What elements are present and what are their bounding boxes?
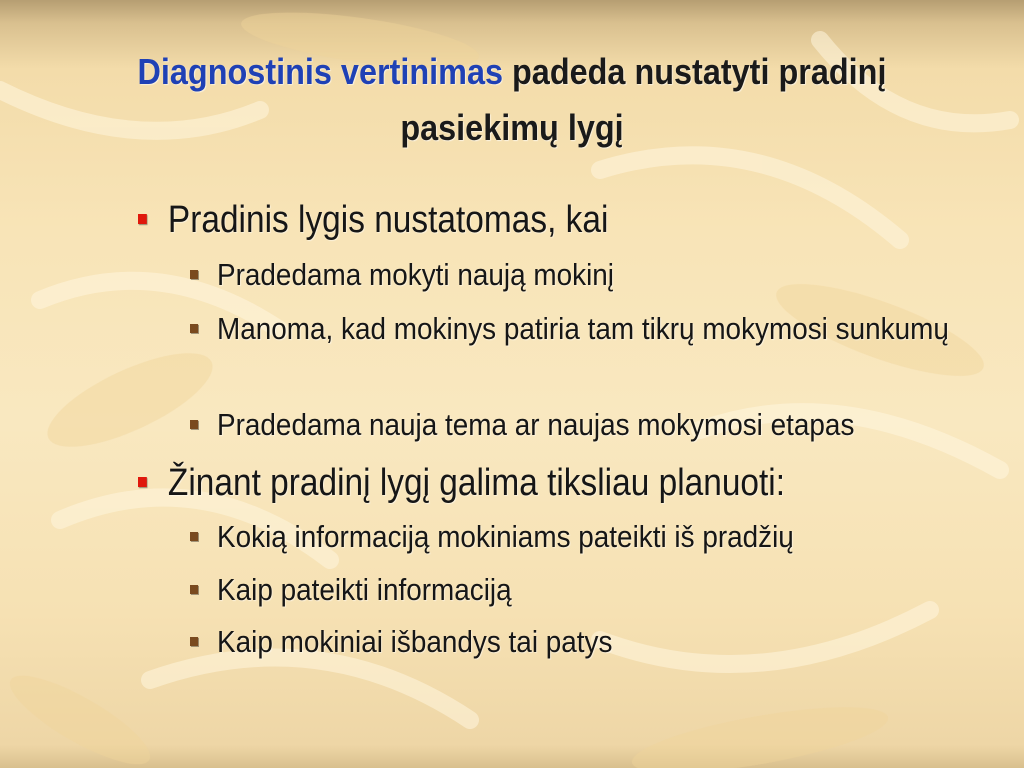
sub-bullet-text: Manoma, kad mokinys patiria tam tikrų mokymosi sunkumų — [217, 311, 949, 346]
square-bullet-icon — [190, 532, 198, 541]
list-item — [138, 197, 895, 243]
list-item — [190, 406, 982, 444]
title-line-2: pasiekimų lygį — [400, 107, 624, 148]
list-item — [190, 518, 982, 556]
red-square-bullet-icon — [138, 477, 147, 487]
bullet-heading-1: Pradinis lygis nustatomas, kai — [167, 199, 609, 241]
list-item — [190, 256, 982, 294]
sub-bullet-text: Kokią informaciją mokiniams pateikti iš pradžių — [217, 519, 794, 554]
list-item — [190, 310, 955, 348]
square-bullet-icon — [190, 420, 198, 429]
list-item — [138, 460, 895, 506]
square-bullet-icon — [190, 637, 198, 646]
title-highlight: Diagnostinis vertinimas — [137, 51, 504, 92]
list-item — [190, 571, 982, 609]
red-square-bullet-icon — [138, 214, 147, 224]
sub-bullet-text: Pradedama nauja tema ar naujas mokymosi etapas — [217, 407, 855, 442]
square-bullet-icon — [190, 324, 198, 333]
bullet-heading-2: Žinant pradinį lygį galima tiksliau planuoti: — [167, 462, 786, 504]
sub-bullet-text: Kaip mokiniai išbandys tai patys — [217, 624, 613, 659]
title-rest: padeda nustatyti pradinį — [503, 51, 887, 92]
sub-bullet-text: Pradedama mokyti naują mokinį — [217, 257, 614, 292]
list-item — [190, 623, 982, 661]
square-bullet-icon — [190, 270, 198, 279]
sub-bullet-text: Kaip pateikti informaciją — [217, 572, 512, 607]
square-bullet-icon — [190, 585, 198, 594]
